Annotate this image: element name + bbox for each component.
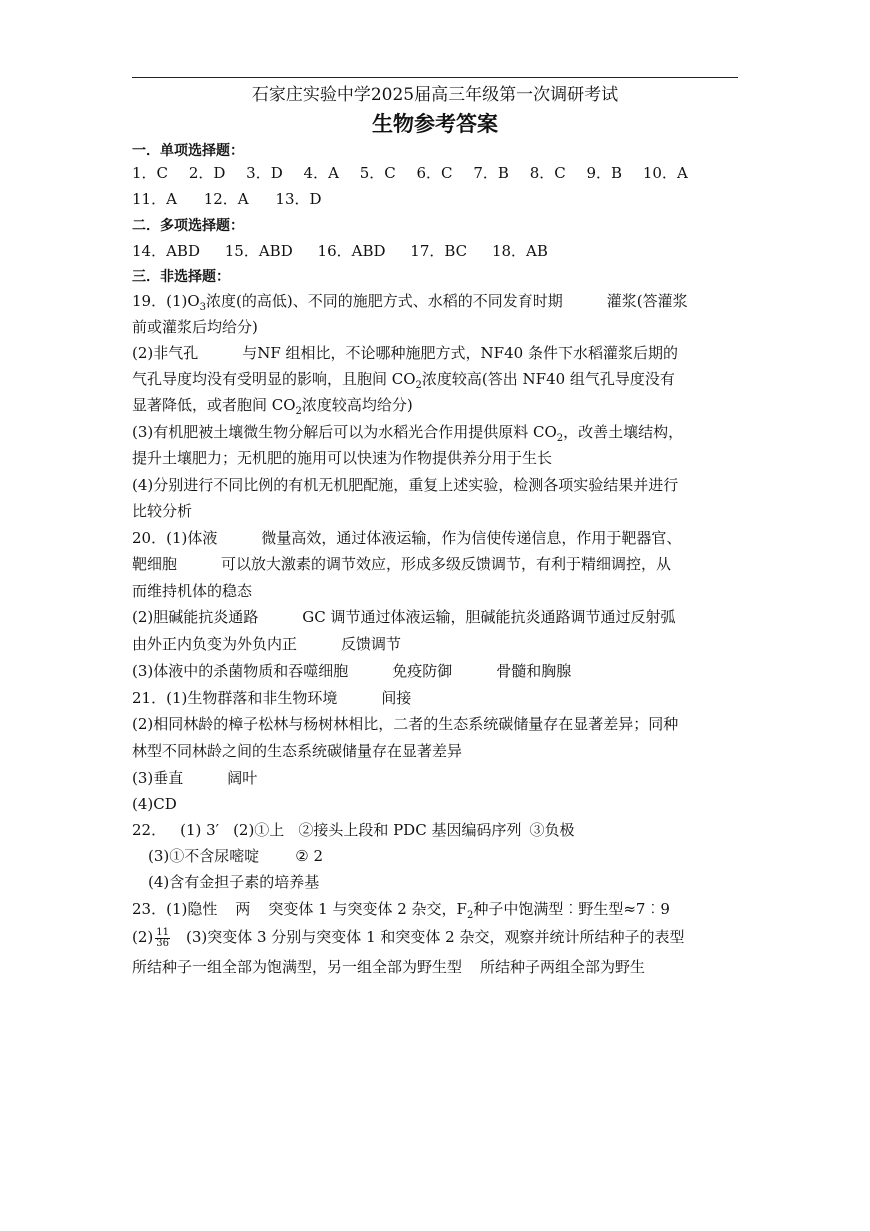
answer-1: 1．C xyxy=(132,164,169,182)
q20-text: 微量高效，通过体液运输，作为信使传递信息，作用于靶器官、 xyxy=(261,529,682,547)
header-rule xyxy=(132,77,738,78)
answer-14: 14．ABD xyxy=(132,242,200,260)
q20-text: 由外正内负变为外负内正 xyxy=(132,635,298,653)
answer-10: 10．A xyxy=(642,164,688,182)
q19-line-6 xyxy=(132,421,742,450)
answer-11: 11．A xyxy=(132,190,177,208)
q23-text: (3)突变体 3 分别与突变体 1 和突变体 2 杂交，观察并统计所结种子的表型 xyxy=(185,928,685,946)
q23-text: 23．(1)隐性 xyxy=(132,900,218,918)
fraction xyxy=(155,928,170,949)
q23-text: 所结种子一组全部为饱满型，另一组全部为野生型 xyxy=(132,958,463,976)
subscript: 2 xyxy=(415,380,422,391)
q20-text: 靶细胞 xyxy=(132,555,178,573)
q23-line-1 xyxy=(132,898,742,927)
q20-line-6 xyxy=(132,660,742,682)
q23-line-3 xyxy=(132,956,742,978)
q23-text: 两 xyxy=(235,900,251,918)
q19-line-7: 提升土壤肥力；无机肥的施用可以快速为作物提供养分用于生长 xyxy=(132,449,553,467)
q19-line-9: 比较分析 xyxy=(132,502,193,520)
q20-line-4 xyxy=(132,606,742,628)
single-choice-row-2 xyxy=(132,188,742,210)
answer-12: 12．A xyxy=(203,190,249,208)
subscript: 2 xyxy=(295,406,302,417)
q21-line-1 xyxy=(132,687,742,709)
q19-line-5 xyxy=(132,394,742,423)
q20-text: (3)体液中的杀菌物质和吞噬细胞 xyxy=(132,662,349,680)
q23-text: 所结种子两组全部为野生 xyxy=(480,958,646,976)
q19-text: (3)有机肥被土壤微生物分解后可以为水稻光合作用提供原料 CO xyxy=(132,423,557,441)
q22-text: (1) 3′ xyxy=(180,821,220,839)
answer-9: 9．B xyxy=(586,164,623,182)
q19-text: ，改善土壤结构， xyxy=(563,423,684,441)
q21-text: 21．(1)生物群落和非生物环境 xyxy=(132,689,338,707)
q21-line-4 xyxy=(132,767,742,789)
q23-line-2 xyxy=(132,926,742,949)
fraction-denominator: 36 xyxy=(156,937,169,949)
q19-line-4 xyxy=(132,368,742,397)
answer-7: 7．B xyxy=(473,164,509,182)
q22-line-3: (4)含有金担子素的培养基 xyxy=(148,873,320,891)
q23-text: 种子中饱满型︰野生型≈7︰9 xyxy=(473,900,670,918)
q21-text: 阔叶 xyxy=(227,769,258,787)
q19-part2-reason: 与NF 组相比，不论哪种施肥方式，NF40 条件下水稻灌浆后期的 xyxy=(242,344,678,362)
answer-5: 5．C xyxy=(359,164,396,182)
q21-text: 间接 xyxy=(381,689,412,707)
q22-text: (2)①上 xyxy=(233,821,285,839)
answer-4: 4．A xyxy=(303,164,339,182)
q19-text: 显著降低，或者胞间 CO xyxy=(132,396,296,414)
subscript: 3 xyxy=(199,302,207,313)
q21-text: (3)垂直 xyxy=(132,769,184,787)
section-1-heading: 一．单项选择题： xyxy=(132,143,244,159)
q19-text: 浓度较高均给分) xyxy=(301,396,413,414)
answer-15: 15．ABD xyxy=(224,242,293,260)
q22-line-2 xyxy=(148,845,758,867)
q23-text: 突变体 1 与突变体 2 杂交，F xyxy=(268,900,467,918)
q20-text: 20．(1)体液 xyxy=(132,529,218,547)
q20-text: 反馈调节 xyxy=(341,635,402,653)
q20-line-3: 而维持机体的稳态 xyxy=(132,582,253,600)
subscript: 2 xyxy=(556,433,564,444)
q21-line-5: (4)CD xyxy=(132,795,177,813)
subscript: 2 xyxy=(466,910,474,921)
document-title: 生物参考答案 xyxy=(372,112,498,136)
q23-text: (2) xyxy=(132,928,154,946)
single-choice-row-1 xyxy=(132,162,742,184)
answer-8: 8．C xyxy=(529,164,566,182)
answer-6: 6．C xyxy=(416,164,453,182)
q20-text: (2)胆碱能抗炎通路 xyxy=(132,608,259,626)
section-2-heading: 二．多项选择题： xyxy=(132,218,244,234)
answer-2: 2．D xyxy=(188,164,226,182)
q20-line-5 xyxy=(132,633,742,655)
answer-16: 16．ABD xyxy=(317,242,386,260)
q22-text: ③负极 xyxy=(529,821,575,839)
q19-line-3 xyxy=(132,342,742,364)
q19-part1-text: 浓度(的高低)、不同的施肥方式、水稻的不同发育时期 xyxy=(206,292,563,310)
q20-text: 骨髓和胸腺 xyxy=(496,662,572,680)
q22-text: ②接头上段和 PDC 基因编码序列 xyxy=(298,821,522,839)
answer-18: 18．AB xyxy=(491,242,548,260)
q21-line-2: (2)相同林龄的樟子松林与杨树林相比，二者的生态系统碳储量存在显著差异；同种 xyxy=(132,715,679,733)
q19-line-8: (4)分别进行不同比例的有机无机肥配施，重复上述实验，检测各项实验结果并进行 xyxy=(132,476,679,494)
fraction-numerator: 11 xyxy=(156,926,169,938)
q19-part2-answer: (2)非气孔 xyxy=(132,344,199,362)
q20-line-1 xyxy=(132,527,742,549)
q20-text: 免疫防御 xyxy=(392,662,453,680)
multi-choice-row-1 xyxy=(132,240,742,262)
q20-line-2 xyxy=(132,553,742,575)
q19-part1-answer2: 灌浆(答灌浆 xyxy=(606,292,688,310)
q22-text: (3)①不含尿嘧啶 xyxy=(148,847,260,865)
q19-line-2: 前或灌浆后均给分) xyxy=(132,318,258,336)
q19-text: 浓度较高(答出 NF40 组气孔导度没有 xyxy=(421,370,675,388)
q20-text: GC 调节通过体液运输，胆碱能抗炎通路调节通过反射弧 xyxy=(302,608,676,626)
answer-3: 3．D xyxy=(246,164,283,182)
q21-line-3: 林型不同林龄之间的生态系统碳储量存在显著差异 xyxy=(132,742,463,760)
answer-13: 13．D xyxy=(275,190,322,208)
section-3-heading: 三．非选择题： xyxy=(132,269,230,285)
answer-17: 17．BC xyxy=(410,242,468,260)
q22-line-1 xyxy=(132,819,742,841)
q22-text: 22． xyxy=(132,821,167,839)
q19-line-1 xyxy=(132,290,742,319)
exam-title: 石家庄实验中学2025届高三年级第一次调研考试 xyxy=(251,85,619,105)
q20-text: 可以放大激素的调节效应，形成多级反馈调节，有利于精细调控，从 xyxy=(221,555,672,573)
q19-text: 气孔导度均没有受明显的影响，且胞间 CO xyxy=(132,370,416,388)
q22-text: ② 2 xyxy=(295,847,324,865)
q19-part1-start: 19．(1)O xyxy=(132,292,200,310)
